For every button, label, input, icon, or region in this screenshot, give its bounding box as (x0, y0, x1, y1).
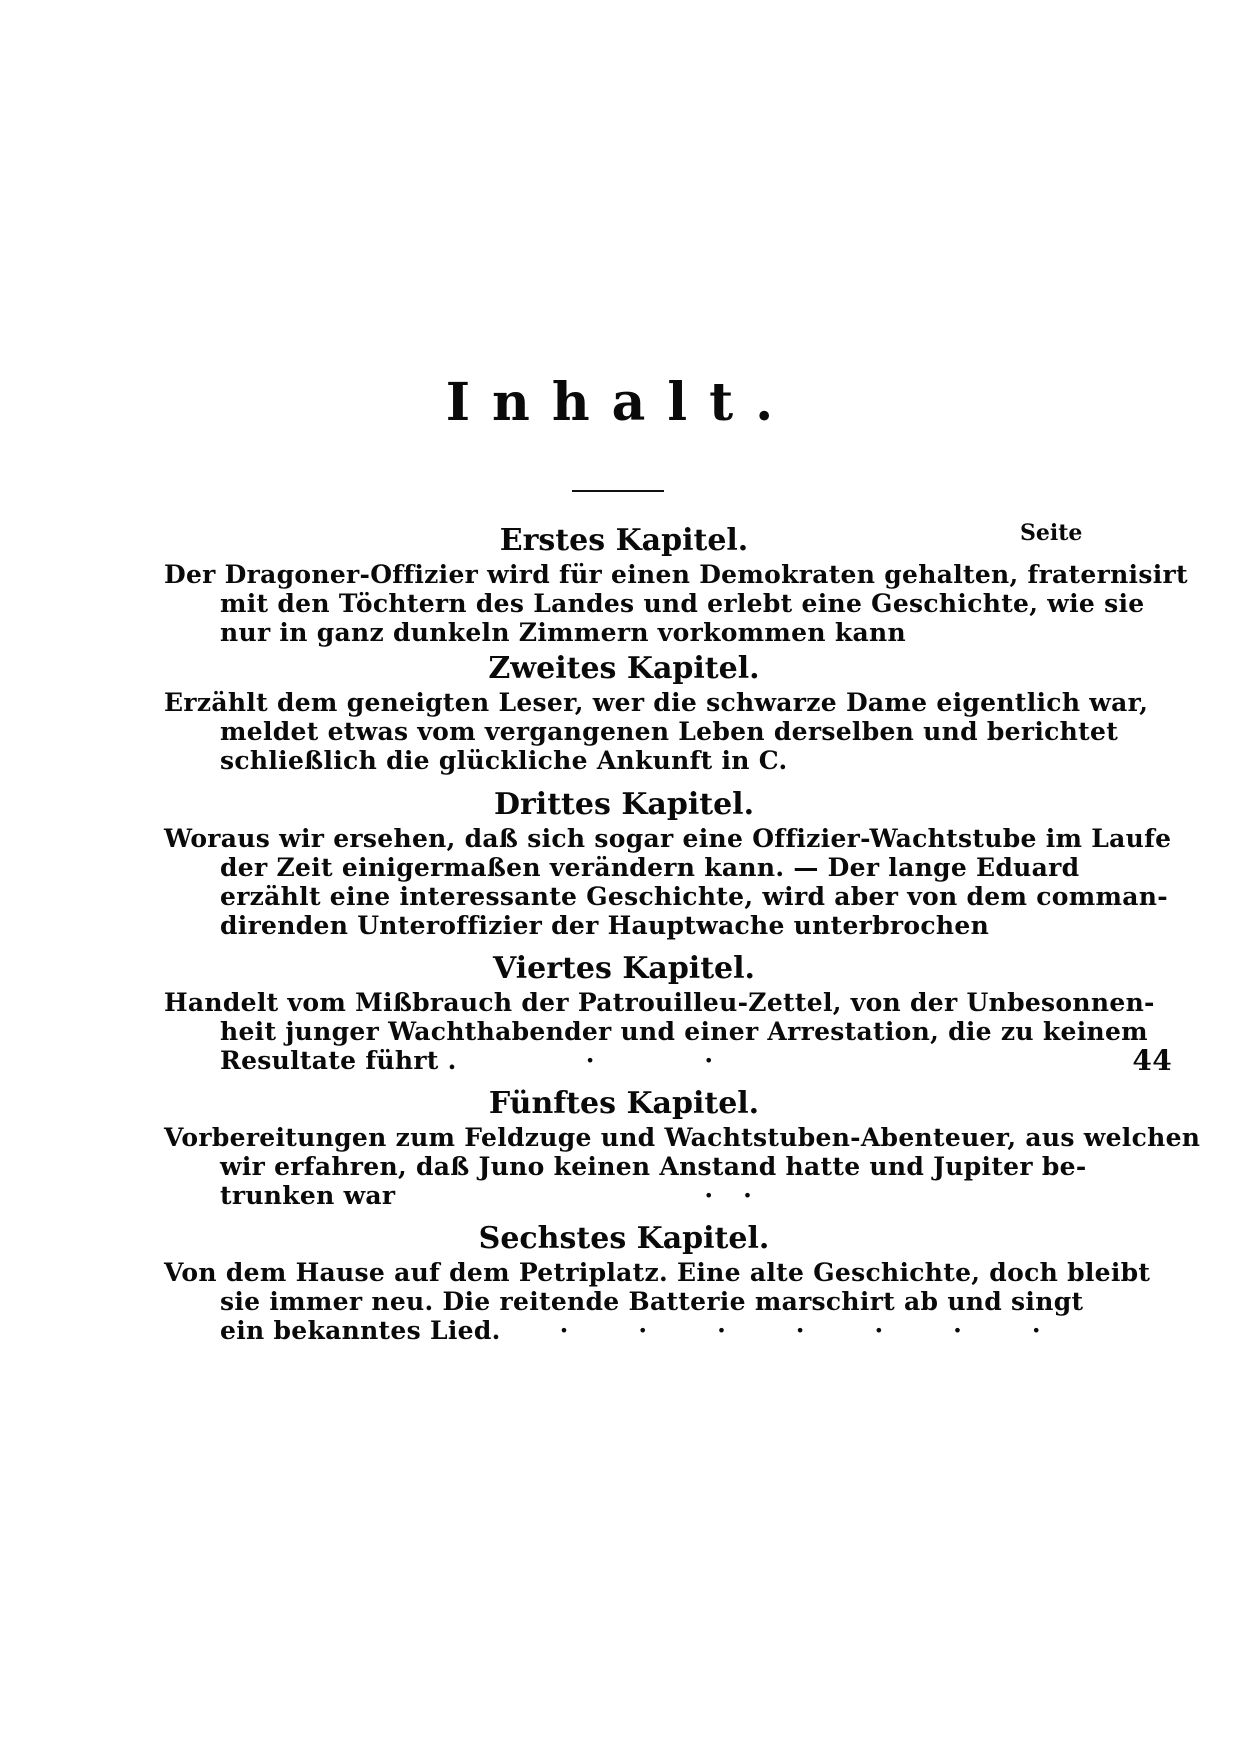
summary-line-text: trunken war (220, 1181, 396, 1210)
summary-line: meldet etwas vom vergangenen Leben derselben und berichtet (220, 717, 1119, 746)
dot-leader: ·· (704, 1181, 782, 1210)
chapter-summary (164, 688, 1149, 775)
summary-line: Der Dragoner-Offizier wird für einen Demokraten gehalten, fraternisirt (164, 560, 1188, 589)
summary-line: Vorbereitungen zum Feldzuge und Wachtstuben-Abenteuer, aus welchen (164, 1123, 1201, 1152)
chapter-summary (164, 1123, 1201, 1210)
chapter-heading: Sechstes Kapitel. (478, 1221, 770, 1256)
summary-line: heit junger Wachthabender und einer Arrestation, die zu keinem (220, 1017, 1148, 1046)
page-title: Inhalt. (445, 372, 796, 433)
summary-line: Woraus wir ersehen, daß sich sogar eine Offizier-Wachtstube im Laufe (164, 824, 1172, 853)
summary-line: der Zeit einigermaßen verändern kann. — Der lange Eduard (220, 853, 1080, 882)
chapter-heading: Drittes Kapitel. (493, 787, 755, 822)
summary-line (164, 1316, 1111, 1345)
summary-line (164, 1046, 1084, 1075)
toc-entry-1 (164, 522, 1188, 647)
toc-entry-2 (164, 650, 1149, 775)
chapter-heading: Fünftes Kapitel. (488, 1086, 760, 1121)
summary-line: Von dem Hause auf dem Petriplatz. Eine alte Geschichte, doch bleibt (164, 1258, 1151, 1287)
summary-line: sie immer neu. Die reitende Batterie marschirt ab und singt (220, 1287, 1084, 1316)
chapter-summary (164, 988, 1172, 1077)
chapter-heading: Zweites Kapitel. (488, 651, 760, 686)
dot-leader: ······· (559, 1316, 1111, 1345)
summary-line: wir erfahren, daß Juno keinen Anstand hatte und Jupiter be- (220, 1152, 1087, 1181)
summary-line: mit den Töchtern des Landes und erlebt eine Geschichte, wie sie (220, 589, 1145, 618)
summary-line: direnden Unteroffizier der Hauptwache unterbrochen (220, 911, 990, 940)
toc-entry-4 (164, 950, 1172, 1077)
summary-line-text: Resultate führt . (220, 1046, 457, 1075)
summary-line: nur in ganz dunkeln Zimmern vorkommen kann (220, 618, 906, 647)
dot-leader: ·· (585, 1046, 824, 1075)
summary-line-text: ein bekanntes Lied. (220, 1316, 501, 1345)
page-number: 44 (1132, 1044, 1172, 1077)
summary-line: schließlich die glückliche Ankunft in C. (220, 746, 788, 775)
toc-entry-6 (164, 1220, 1151, 1345)
page-column-label: Seite (1020, 520, 1083, 546)
toc-entry-3 (164, 786, 1172, 940)
chapter-summary (164, 1258, 1151, 1345)
summary-line: erzählt eine interessante Geschichte, wird aber von dem comman- (220, 882, 1168, 911)
chapter-summary (164, 824, 1172, 940)
title-rule (572, 490, 664, 492)
summary-line: Erzählt dem geneigten Leser, wer die schwarze Dame eigentlich war, (164, 688, 1149, 717)
toc-entry-5 (164, 1085, 1201, 1210)
chapter-heading: Viertes Kapitel. (493, 951, 755, 986)
chapter-summary (164, 560, 1188, 647)
summary-line (164, 1181, 1084, 1210)
summary-line: Handelt vom Mißbrauch der Patrouilleu-Zettel, von der Unbesonnen- (164, 988, 1155, 1017)
chapter-heading: Erstes Kapitel. (499, 523, 749, 558)
